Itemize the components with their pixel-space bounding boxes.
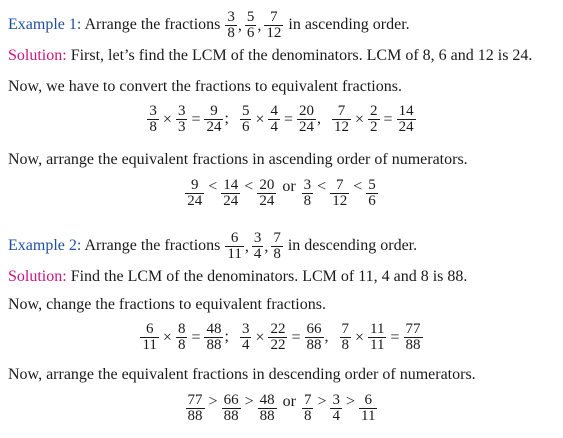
example-1-arrange-text: Now, arrange the equivalent fractions in ascending order of numerators. [8, 151, 468, 168]
fraction: $\frac{6}{11}$ [227, 230, 242, 262]
solution-label: Solution: [8, 47, 67, 64]
example-2-conversions [0, 322, 563, 353]
conversion: $\frac{7}{8}$ × $\frac{11}{11}$ = $\frac{77}{88}$ [341, 321, 421, 353]
example-1-heading: Example 1: Arrange the fractions $\frac{3}{8}$ , $\frac{5}{6}$ , $\frac{7}{12}$ in ascending order. [8, 9, 410, 41]
example-1-label: Example 1: [8, 16, 82, 34]
example-1-conversions [0, 104, 563, 135]
example-2-heading: Example 2: Arrange the fractions $\frac{6}{11}$ , $\frac{3}{4}$ , $\frac{7}{8}$ in descending order. [8, 230, 418, 262]
fraction: $\frac{7}{8}$ [273, 230, 281, 262]
solution-text: First, let’s find the LCM of the denominators. LCM of 8, 6 and 12 is 24. [70, 47, 533, 64]
example-1-order: $\frac{9}{24}$ < $\frac{14}{24}$ < $\frac{20}{24}$ or $\frac{3}{8}$ < $\frac{7}{12}$ < $\frac{5}{6}$ [187, 177, 376, 209]
conversion: $\frac{7}{12}$ × $\frac{2}{2}$ = $\frac{14}{24}$ [334, 103, 414, 135]
fraction: $\frac{7}{12}$ [266, 9, 282, 41]
solution-label: Solution: [8, 268, 67, 285]
example-1-suffix: in ascending order. [288, 16, 410, 34]
example-2-solution [8, 267, 467, 287]
fraction: $\frac{3}{8}$ [227, 9, 235, 41]
conversion: $\frac{6}{11}$ × $\frac{8}{8}$ = $\frac{48}{88}$ ; [142, 321, 229, 353]
example-2-prompt: Arrange the fractions [84, 237, 221, 255]
example-2-label: Example 2: [8, 237, 82, 255]
example-2-suffix: in descending order. [287, 237, 418, 255]
fraction: $\frac{3}{4}$ [253, 230, 262, 262]
example-1-solution [8, 46, 532, 66]
conversion: $\frac{5}{6}$ × $\frac{4}{4}$ = $\frac{20}{24}$ , [241, 103, 321, 135]
example-1-convert-text: Now, we have to convert the fractions to equivalent fractions. [8, 78, 402, 95]
fraction: $\frac{5}{6}$ [246, 9, 255, 41]
solution-text: Find the LCM of the denominators. LCM of 11, 4 and 8 is 88. [70, 268, 468, 285]
conversion: $\frac{3}{8}$ × $\frac{3}{3}$ = $\frac{9}{24}$ ; [149, 103, 229, 135]
example-2-convert-text: Now, change the fractions to equivalent fractions. [8, 296, 326, 313]
example-2-arrange-text: Now, arrange the equivalent fractions in descending order of numerators. [8, 366, 476, 383]
example-2-order: $\frac{77}{88}$ > $\frac{66}{88}$ > $\frac{48}{88}$ or $\frac{7}{8}$ > $\frac{3}{4}$ > $\frac{6}{11}$ [187, 392, 376, 424]
conversion: $\frac{3}{4}$ × $\frac{22}{22}$ = $\frac{66}{88}$ , [241, 321, 329, 353]
example-1-prompt: Arrange the fractions [84, 16, 221, 34]
